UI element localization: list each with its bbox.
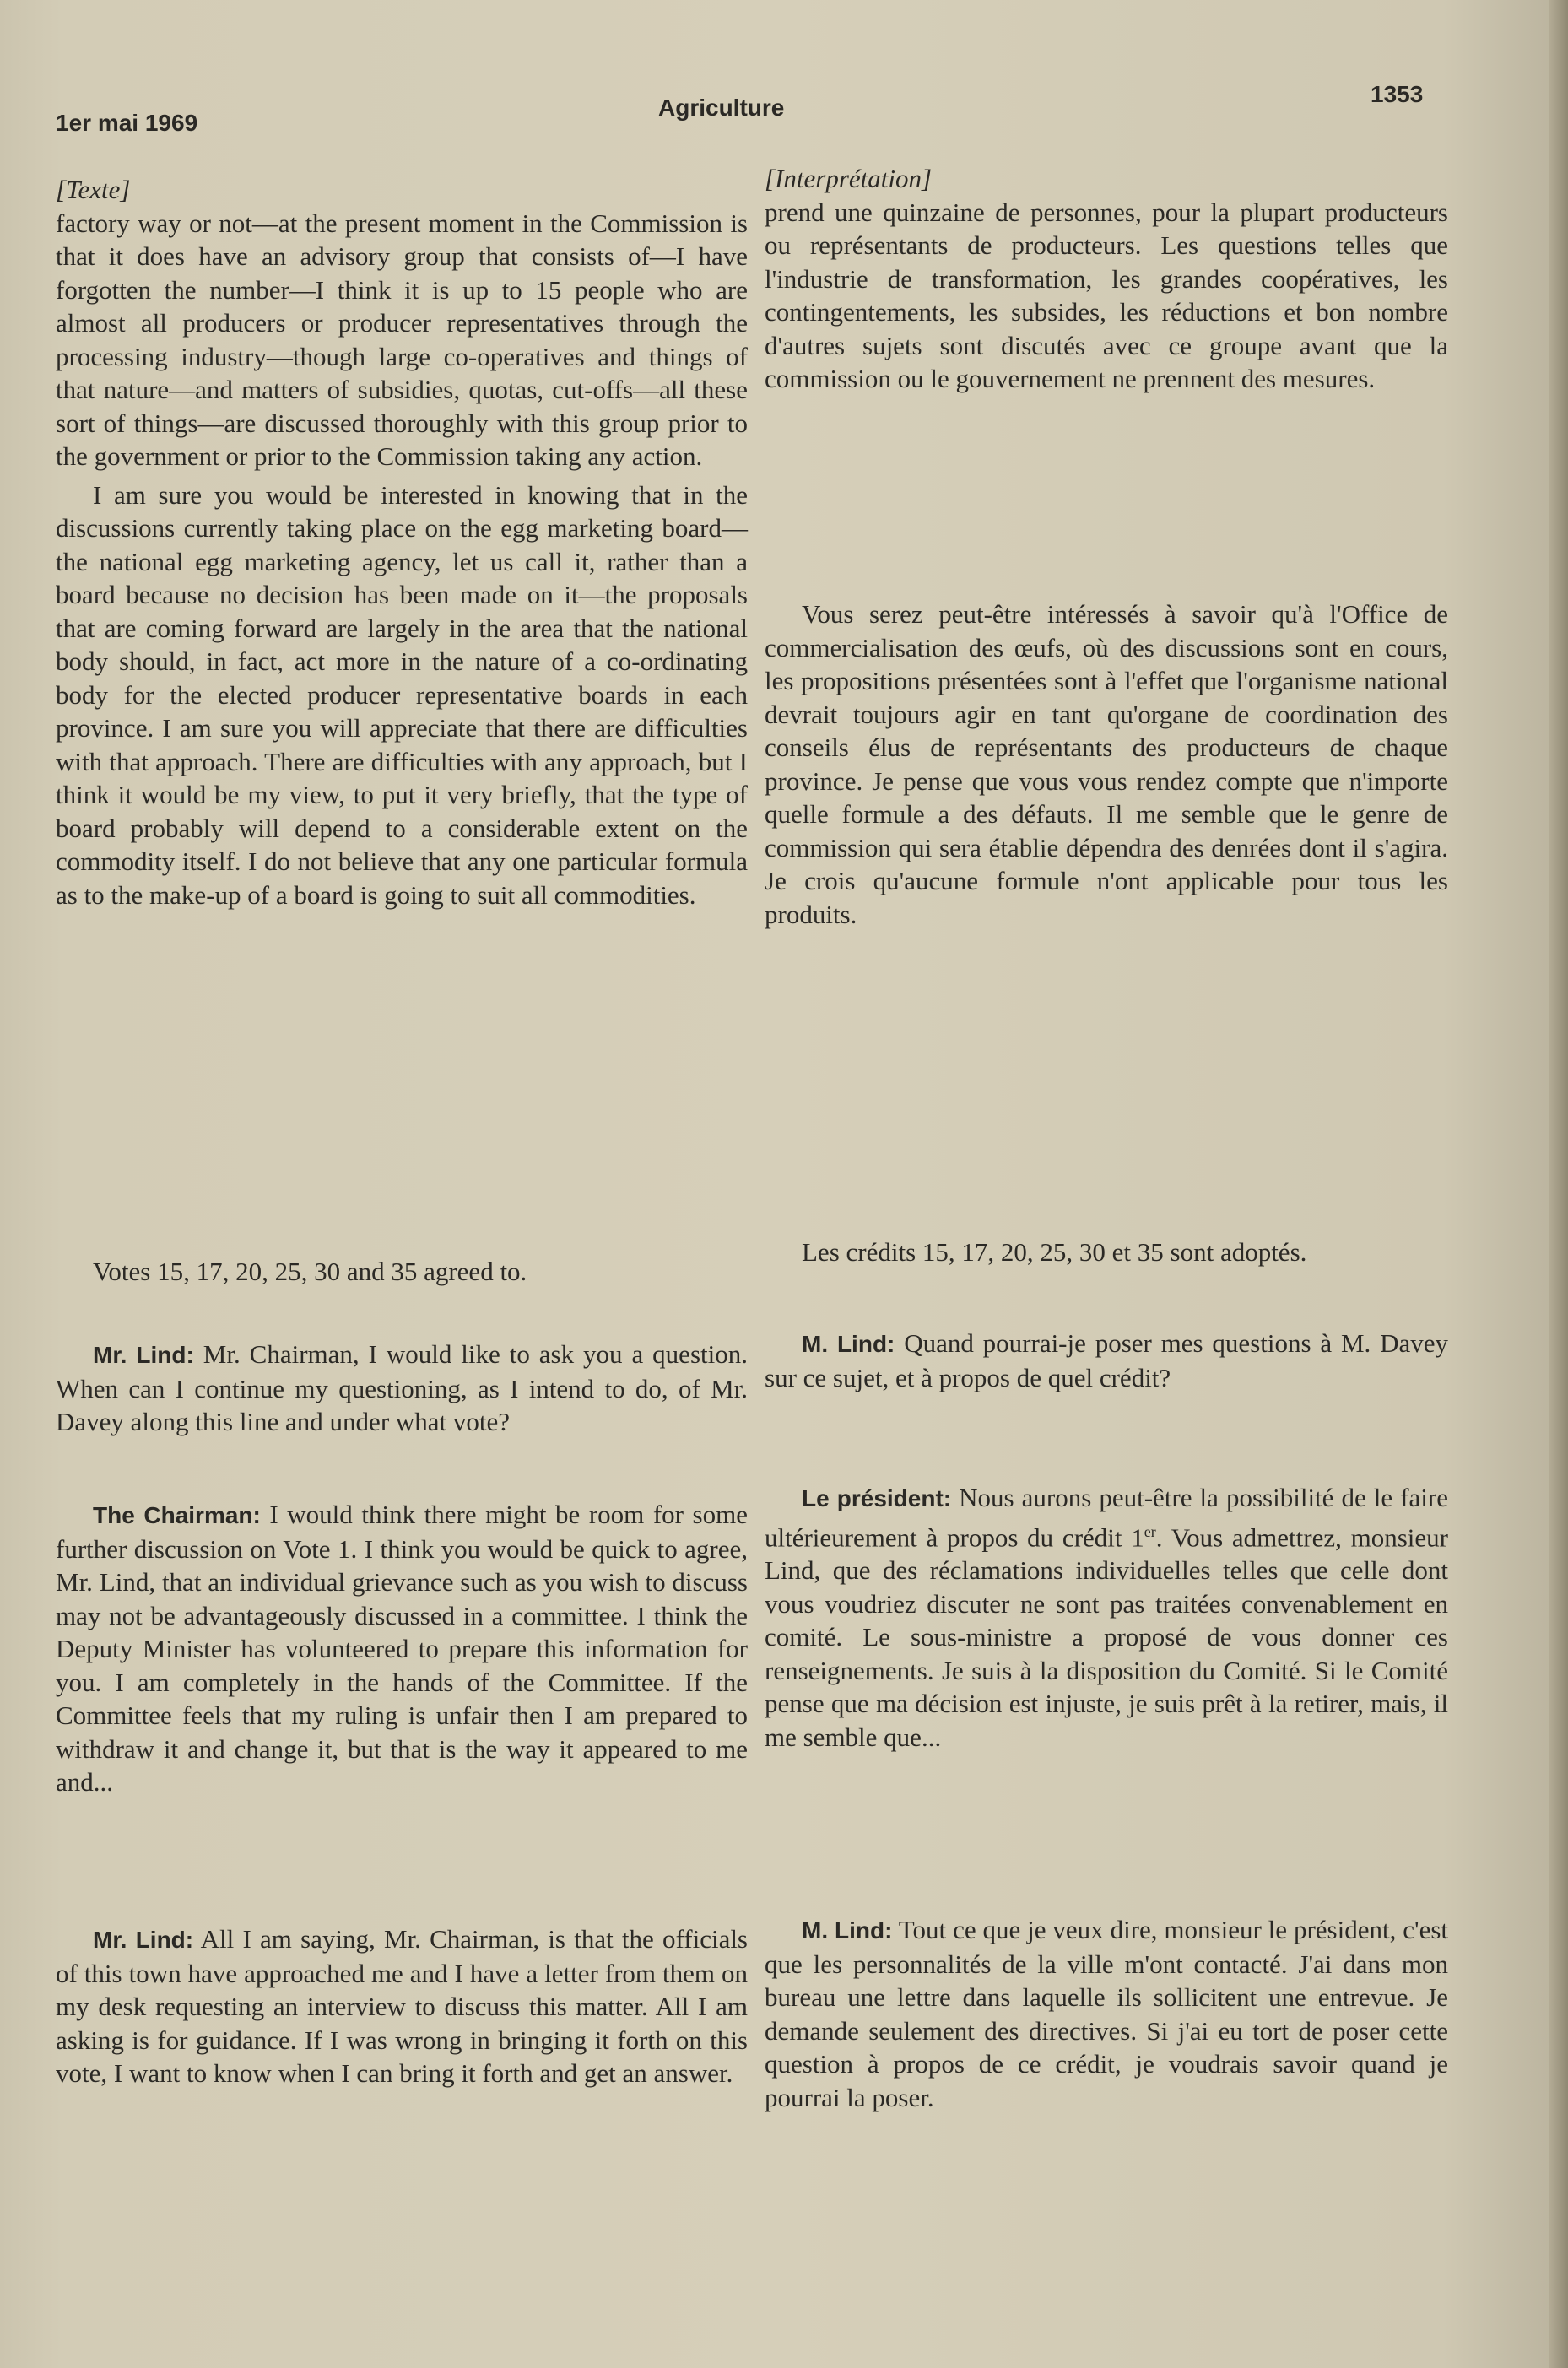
english-chairman-reply (56, 1498, 748, 1799)
speech-text: Tout ce que je veux dire, monsieur le président, c'est que les personnalités de la ville m'ont contacté. J'ai dans mon bureau une lettre dans laquelle ils sollicitent une entrevue. Je demande seulement des directives. Si j'ai eu tort de poser cette question à propos de ce crédit, je voudrais savoir quand je pourrai la poser. (765, 1915, 1449, 2112)
running-header (0, 76, 1568, 143)
french-votes: Les crédits 15, 17, 20, 25, 30 et 35 sont adoptés. (802, 1237, 1307, 1267)
english-lind-followup (56, 1922, 748, 2090)
speech-text: Mr. Chairman, I would like to ask you a question. When can I continue my questioning, as I intend to do, of Mr. Davey along this line and under what vote? (56, 1339, 748, 1436)
speaker-name: M. Lind: (802, 1917, 893, 1944)
speaker-name: Mr. Lind: (93, 1342, 194, 1368)
speaker-name: M. Lind: (802, 1331, 895, 1357)
speech-text: I would think there might be room for some further discussion on Vote 1. I think you would be quick to agree, Mr. Lind, that an individual grievance such as you wish to discuss may not be advantageously discussed in a committee. I think the Deputy Minister has volunteered to prepare this information for you. I am completely in the hands of the Committee. If the Committee feels that my ruling is unfair then I am prepared to withdraw it and change it, but that is the way it appeared to me and... (56, 1500, 748, 1797)
french-paragraph-2: Vous serez peut-être intéressés à savoir qu'à l'Office de commercialisation des œufs, où des discussions sont en cours, les propositions présentées sont à l'effet que l'organisme national devrait toujours agir en tant qu'organe de coordination des conseils élus de représentants des producteurs de chaque province. Je pense que vous vous rendez compte que n'importe quelle formule a des défauts. Il me semble que le genre de commission qui sera établie dépendra des denrées dont il s'agira. Je crois qu'aucune formule n'ont applicable pour tous les produits. (765, 599, 1448, 929)
speech-text: Quand pourrai-je poser mes questions à M. Davey sur ce sujet, et à propos de quel crédit? (765, 1328, 1448, 1392)
french-column (765, 162, 1449, 2112)
english-paragraph-2: I am sure you would be interested in knowing that in the discussions currently taking place on the egg marketing board—the national egg marketing agency, let us call it, rather than a board because no decision has been made on it—the proposals that are coming forward are largely in the area that the national body should, in fact, act more in the nature of a co-ordinating body for the elected producer representative boards in each province. I am sure you will appreciate that there are difficulties with that approach. There are difficulties with any approach, but I think it would be my view, to put it very briefly, that the type of board probably will depend to a considerable extent on the commodity itself. I do not believe that any one particular formula as to the make-up of a board is going to suit all commodities. (56, 479, 748, 910)
speaker-name: Mr. Lind: (93, 1927, 194, 1953)
french-lind-followup (765, 1913, 1448, 2114)
speaker-name: The Chairman: (93, 1502, 261, 1528)
speaker-name: Le président: (802, 1485, 952, 1511)
english-language-tag: [Texte] (56, 175, 131, 204)
english-votes-block (56, 1255, 748, 1289)
french-language-tag: [Interprétation] (765, 164, 933, 193)
speech-text: All I am saying, Mr. Chairman, is that the officials of this town have approached me and I have a letter from them on my desk requesting an interview to discuss this matter. All I am asking is for guidance. If I was wrong in bringing it forth on this vote, I want to know when I can bring it forth and get an answer. (56, 1924, 749, 2088)
page-edge (1549, 0, 1568, 2368)
english-lind-question (56, 1338, 748, 1439)
speech-text-continued: . Vous admettrez, monsieur Lind, que des réclamations individuelles telles que celle dont vous voudriez discuter ne sont pas traitées convenablement en comité. Le sous-ministre a proposé de vous donner ces renseignements. Je suis à la disposition du Comité. Si le Comité pense que ma décision est injuste, je suis prêt à la retirer, mais, il me semble que... (765, 1522, 1448, 1752)
header-date: 1er mai 1969 (56, 110, 198, 136)
french-paragraph-2-block (765, 597, 1448, 931)
english-votes: Votes 15, 17, 20, 25, 30 and 35 agreed to. (93, 1257, 527, 1286)
superscript: er (1144, 1522, 1156, 1540)
french-votes-block (765, 1235, 1448, 1269)
header-page-number: 1353 (1371, 81, 1424, 107)
speech-text: Nous aurons peut-être la possibilité de le faire ultérieurement à propos du crédit 1 (765, 1483, 1448, 1552)
french-chairman-reply (765, 1481, 1448, 1754)
english-column (56, 173, 749, 2088)
french-lind-question (765, 1327, 1448, 1394)
header-title: Agriculture (658, 95, 785, 121)
english-paragraph-1: factory way or not—at the present moment in the Commission is that it does have an advisory group that consists of—I have forgotten the number—I think it is up to 15 people who are almost all producers or producer representatives through the processing industry—though large co-operatives and things of that nature—and matters of subsidies, quotas, cut-offs—all these sort of things—are discussed thoroughly with this group prior to the government or prior to the Commission taking any action. (56, 208, 748, 471)
french-paragraph-1: prend une quinzaine de personnes, pour la plupart producteurs ou représentants de producteurs. Les questions telles que l'industrie de transformation, les grandes coopératives, les contingentements, les subsides, les réductions et bon nombre d'autres sujets sont discutés avec ce groupe avant que la commission ou le gouvernement ne prennent des mesures. (765, 197, 1448, 393)
